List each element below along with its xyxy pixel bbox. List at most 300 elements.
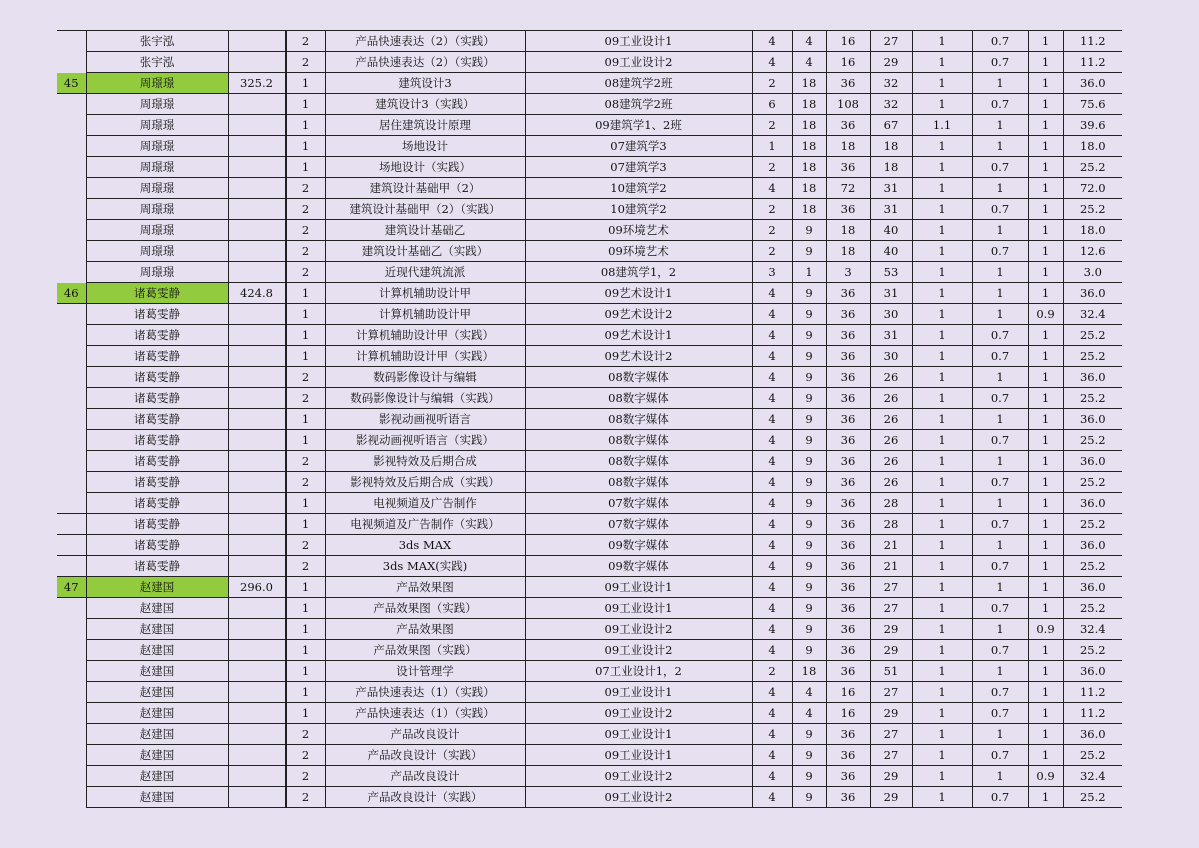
factor3-cell: 0.9 bbox=[1028, 304, 1063, 325]
index-cell bbox=[57, 514, 86, 535]
workload-cell: 36.0 bbox=[1063, 73, 1122, 94]
factor2-cell: 0.7 bbox=[972, 430, 1028, 451]
term-cell: 2 bbox=[286, 220, 325, 241]
factor3-cell: 1 bbox=[1028, 409, 1063, 430]
class-cell: 07建筑学3 bbox=[525, 157, 752, 178]
course-cell: 近现代建筑流派 bbox=[325, 262, 525, 283]
index-cell bbox=[57, 493, 86, 514]
factor1-cell: 1 bbox=[912, 787, 972, 808]
term-cell: 2 bbox=[286, 262, 325, 283]
weeks-cell: 9 bbox=[792, 325, 826, 346]
course-cell: 建筑设计3（实践） bbox=[325, 94, 525, 115]
table-row bbox=[57, 598, 1122, 619]
index-cell bbox=[57, 115, 86, 136]
weeks-cell: 18 bbox=[792, 136, 826, 157]
workload-table bbox=[57, 30, 1122, 808]
class-cell: 09工业设计2 bbox=[525, 52, 752, 73]
factor1-cell: 1 bbox=[912, 661, 972, 682]
term-cell: 2 bbox=[286, 367, 325, 388]
teacher-name-cell: 赵建国 bbox=[86, 661, 228, 682]
credit-cell: 4 bbox=[752, 724, 792, 745]
teacher-name-cell: 赵建国 bbox=[86, 703, 228, 724]
factor2-cell: 0.7 bbox=[972, 94, 1028, 115]
term-cell: 2 bbox=[286, 241, 325, 262]
credit-cell: 4 bbox=[752, 304, 792, 325]
factor1-cell: 1 bbox=[912, 409, 972, 430]
hours-cell: 36 bbox=[826, 598, 870, 619]
workload-cell: 36.0 bbox=[1063, 283, 1122, 304]
students-cell: 26 bbox=[870, 367, 912, 388]
teacher-name-cell: 诸葛雯静 bbox=[86, 493, 228, 514]
course-cell: 产品快速表达（2）（实践） bbox=[325, 31, 525, 52]
teacher-name-cell: 赵建国 bbox=[86, 724, 228, 745]
term-cell: 2 bbox=[286, 199, 325, 220]
factor2-cell: 0.7 bbox=[972, 472, 1028, 493]
weeks-cell: 9 bbox=[792, 409, 826, 430]
workload-cell: 25.2 bbox=[1063, 472, 1122, 493]
students-cell: 26 bbox=[870, 409, 912, 430]
weeks-cell: 9 bbox=[792, 766, 826, 787]
students-cell: 28 bbox=[870, 514, 912, 535]
students-cell: 29 bbox=[870, 640, 912, 661]
factor3-cell: 1 bbox=[1028, 52, 1063, 73]
total-workload-cell bbox=[228, 157, 285, 178]
table-row bbox=[57, 535, 1122, 556]
class-cell: 07数字媒体 bbox=[525, 514, 752, 535]
credit-cell: 4 bbox=[752, 451, 792, 472]
index-cell: 46 bbox=[57, 283, 86, 304]
factor1-cell: 1 bbox=[912, 52, 972, 73]
table-row bbox=[57, 115, 1122, 136]
course-cell: 产品改良设计（实践） bbox=[325, 745, 525, 766]
weeks-cell: 18 bbox=[792, 157, 826, 178]
table-row bbox=[57, 682, 1122, 703]
factor2-cell: 0.7 bbox=[972, 241, 1028, 262]
students-cell: 27 bbox=[870, 745, 912, 766]
term-cell: 1 bbox=[286, 661, 325, 682]
course-cell: 产品效果图 bbox=[325, 619, 525, 640]
factor1-cell: 1 bbox=[912, 178, 972, 199]
index-cell bbox=[57, 136, 86, 157]
factor2-cell: 1 bbox=[972, 535, 1028, 556]
total-workload-cell bbox=[228, 661, 285, 682]
teacher-name-cell: 赵建国 bbox=[86, 787, 228, 808]
credit-cell: 4 bbox=[752, 493, 792, 514]
students-cell: 29 bbox=[870, 619, 912, 640]
weeks-cell: 9 bbox=[792, 577, 826, 598]
course-cell: 数码影像设计与编辑（实践） bbox=[325, 388, 525, 409]
hours-cell: 36 bbox=[826, 157, 870, 178]
class-cell: 08数字媒体 bbox=[525, 409, 752, 430]
index-cell bbox=[57, 94, 86, 115]
factor1-cell: 1 bbox=[912, 262, 972, 283]
credit-cell: 4 bbox=[752, 178, 792, 199]
weeks-cell: 9 bbox=[792, 304, 826, 325]
factor1-cell: 1 bbox=[912, 493, 972, 514]
term-cell: 2 bbox=[286, 472, 325, 493]
total-workload-cell bbox=[228, 52, 285, 73]
class-cell: 08建筑学2班 bbox=[525, 94, 752, 115]
factor1-cell: 1 bbox=[912, 220, 972, 241]
class-cell: 09工业设计2 bbox=[525, 766, 752, 787]
teacher-name-cell: 诸葛雯静 bbox=[86, 409, 228, 430]
factor3-cell: 1 bbox=[1028, 346, 1063, 367]
class-cell: 07工业设计1，2 bbox=[525, 661, 752, 682]
hours-cell: 36 bbox=[826, 514, 870, 535]
course-cell: 计算机辅助设计甲 bbox=[325, 283, 525, 304]
course-cell: 建筑设计基础甲（2） bbox=[325, 178, 525, 199]
weeks-cell: 9 bbox=[792, 430, 826, 451]
factor2-cell: 1 bbox=[972, 115, 1028, 136]
weeks-cell: 9 bbox=[792, 535, 826, 556]
weeks-cell: 9 bbox=[792, 514, 826, 535]
factor1-cell: 1 bbox=[912, 514, 972, 535]
credit-cell: 4 bbox=[752, 283, 792, 304]
factor2-cell: 1 bbox=[972, 451, 1028, 472]
term-cell: 1 bbox=[286, 619, 325, 640]
factor3-cell: 1 bbox=[1028, 430, 1063, 451]
credit-cell: 2 bbox=[752, 73, 792, 94]
credit-cell: 4 bbox=[752, 430, 792, 451]
term-cell: 1 bbox=[286, 115, 325, 136]
course-cell: 产品快速表达（1）（实践） bbox=[325, 703, 525, 724]
index-cell bbox=[57, 325, 86, 346]
course-cell: 计算机辅助设计甲（实践） bbox=[325, 346, 525, 367]
class-cell: 09工业设计1 bbox=[525, 577, 752, 598]
table-row bbox=[57, 619, 1122, 640]
total-workload-cell bbox=[228, 766, 285, 787]
factor3-cell: 1 bbox=[1028, 325, 1063, 346]
factor1-cell: 1 bbox=[912, 745, 972, 766]
credit-cell: 4 bbox=[752, 577, 792, 598]
index-cell bbox=[57, 199, 86, 220]
factor2-cell: 1 bbox=[972, 73, 1028, 94]
factor3-cell: 1 bbox=[1028, 73, 1063, 94]
credit-cell: 4 bbox=[752, 682, 792, 703]
teacher-name-cell: 诸葛雯静 bbox=[86, 367, 228, 388]
factor1-cell: 1 bbox=[912, 157, 972, 178]
credit-cell: 4 bbox=[752, 535, 792, 556]
students-cell: 26 bbox=[870, 388, 912, 409]
hours-cell: 36 bbox=[826, 346, 870, 367]
students-cell: 53 bbox=[870, 262, 912, 283]
weeks-cell: 9 bbox=[792, 640, 826, 661]
teacher-name-cell: 周璟璟 bbox=[86, 136, 228, 157]
table-row bbox=[57, 262, 1122, 283]
factor3-cell: 1 bbox=[1028, 367, 1063, 388]
hours-cell: 36 bbox=[826, 745, 870, 766]
factor2-cell: 0.7 bbox=[972, 52, 1028, 73]
index-cell bbox=[57, 304, 86, 325]
term-cell: 1 bbox=[286, 346, 325, 367]
index-cell bbox=[57, 388, 86, 409]
factor1-cell: 1 bbox=[912, 430, 972, 451]
workload-cell: 36.0 bbox=[1063, 535, 1122, 556]
weeks-cell: 9 bbox=[792, 220, 826, 241]
students-cell: 29 bbox=[870, 52, 912, 73]
factor2-cell: 1 bbox=[972, 283, 1028, 304]
factor1-cell: 1 bbox=[912, 346, 972, 367]
teacher-name-cell: 周璟璟 bbox=[86, 262, 228, 283]
weeks-cell: 9 bbox=[792, 367, 826, 388]
class-cell: 09工业设计1 bbox=[525, 745, 752, 766]
teacher-name-cell: 诸葛雯静 bbox=[86, 304, 228, 325]
teacher-name-cell: 诸葛雯静 bbox=[86, 451, 228, 472]
table-row bbox=[57, 283, 1122, 304]
weeks-cell: 18 bbox=[792, 115, 826, 136]
course-cell: 影视特效及后期合成 bbox=[325, 451, 525, 472]
class-cell: 07数字媒体 bbox=[525, 493, 752, 514]
factor3-cell: 1 bbox=[1028, 577, 1063, 598]
hours-cell: 36 bbox=[826, 766, 870, 787]
students-cell: 40 bbox=[870, 241, 912, 262]
total-workload-cell bbox=[228, 409, 285, 430]
class-cell: 09环境艺术 bbox=[525, 241, 752, 262]
table-row bbox=[57, 556, 1122, 577]
course-cell: 产品改良设计 bbox=[325, 724, 525, 745]
workload-cell: 11.2 bbox=[1063, 703, 1122, 724]
class-cell: 09艺术设计2 bbox=[525, 304, 752, 325]
total-workload-cell bbox=[228, 241, 285, 262]
term-cell: 1 bbox=[286, 283, 325, 304]
teacher-name-cell: 周璟璟 bbox=[86, 220, 228, 241]
factor3-cell: 1 bbox=[1028, 283, 1063, 304]
teacher-name-cell: 周璟璟 bbox=[86, 115, 228, 136]
class-cell: 09工业设计2 bbox=[525, 787, 752, 808]
teacher-name-cell: 周璟璟 bbox=[86, 241, 228, 262]
course-cell: 数码影像设计与编辑 bbox=[325, 367, 525, 388]
credit-cell: 4 bbox=[752, 31, 792, 52]
workload-cell: 11.2 bbox=[1063, 682, 1122, 703]
factor2-cell: 1 bbox=[972, 577, 1028, 598]
course-cell: 建筑设计基础甲（2）（实践） bbox=[325, 199, 525, 220]
factor3-cell: 1 bbox=[1028, 472, 1063, 493]
table-row bbox=[57, 241, 1122, 262]
total-workload-cell bbox=[228, 787, 285, 808]
teacher-name-cell: 周璟璟 bbox=[86, 73, 228, 94]
students-cell: 28 bbox=[870, 493, 912, 514]
hours-cell: 36 bbox=[826, 787, 870, 808]
table-row bbox=[57, 388, 1122, 409]
term-cell: 1 bbox=[286, 640, 325, 661]
credit-cell: 4 bbox=[752, 346, 792, 367]
total-workload-cell: 325.2 bbox=[228, 73, 285, 94]
total-workload-cell bbox=[228, 304, 285, 325]
hours-cell: 36 bbox=[826, 388, 870, 409]
class-cell: 09数字媒体 bbox=[525, 535, 752, 556]
table-row bbox=[57, 304, 1122, 325]
hours-cell: 108 bbox=[826, 94, 870, 115]
factor3-cell: 0.9 bbox=[1028, 766, 1063, 787]
factor1-cell: 1 bbox=[912, 640, 972, 661]
factor1-cell: 1 bbox=[912, 304, 972, 325]
credit-cell: 4 bbox=[752, 472, 792, 493]
students-cell: 32 bbox=[870, 94, 912, 115]
students-cell: 21 bbox=[870, 556, 912, 577]
workload-cell: 72.0 bbox=[1063, 178, 1122, 199]
factor2-cell: 0.7 bbox=[972, 31, 1028, 52]
index-cell bbox=[57, 241, 86, 262]
class-cell: 09艺术设计1 bbox=[525, 283, 752, 304]
credit-cell: 4 bbox=[752, 745, 792, 766]
teacher-name-cell: 赵建国 bbox=[86, 619, 228, 640]
weeks-cell: 18 bbox=[792, 661, 826, 682]
hours-cell: 16 bbox=[826, 682, 870, 703]
credit-cell: 4 bbox=[752, 598, 792, 619]
total-workload-cell bbox=[228, 472, 285, 493]
factor2-cell: 1 bbox=[972, 220, 1028, 241]
workload-cell: 39.6 bbox=[1063, 115, 1122, 136]
students-cell: 31 bbox=[870, 199, 912, 220]
table-row bbox=[57, 367, 1122, 388]
hours-cell: 18 bbox=[826, 136, 870, 157]
hours-cell: 36 bbox=[826, 430, 870, 451]
factor3-cell: 1 bbox=[1028, 535, 1063, 556]
table-row bbox=[57, 157, 1122, 178]
workload-cell: 11.2 bbox=[1063, 52, 1122, 73]
index-cell bbox=[57, 724, 86, 745]
factor1-cell: 1 bbox=[912, 451, 972, 472]
course-cell: 影视动画视听语言 bbox=[325, 409, 525, 430]
hours-cell: 16 bbox=[826, 52, 870, 73]
workload-cell: 18.0 bbox=[1063, 136, 1122, 157]
class-cell: 09工业设计2 bbox=[525, 703, 752, 724]
class-cell: 07建筑学3 bbox=[525, 136, 752, 157]
total-workload-cell bbox=[228, 619, 285, 640]
factor3-cell: 1 bbox=[1028, 31, 1063, 52]
factor1-cell: 1 bbox=[912, 136, 972, 157]
hours-cell: 36 bbox=[826, 724, 870, 745]
total-workload-cell bbox=[228, 514, 285, 535]
factor3-cell: 1 bbox=[1028, 241, 1063, 262]
class-cell: 08数字媒体 bbox=[525, 451, 752, 472]
hours-cell: 16 bbox=[826, 31, 870, 52]
students-cell: 27 bbox=[870, 31, 912, 52]
weeks-cell: 9 bbox=[792, 346, 826, 367]
index-cell bbox=[57, 472, 86, 493]
workload-cell: 25.2 bbox=[1063, 157, 1122, 178]
teacher-name-cell: 赵建国 bbox=[86, 577, 228, 598]
weeks-cell: 9 bbox=[792, 598, 826, 619]
hours-cell: 36 bbox=[826, 199, 870, 220]
table-row bbox=[57, 745, 1122, 766]
workload-cell: 25.2 bbox=[1063, 514, 1122, 535]
factor2-cell: 0.7 bbox=[972, 682, 1028, 703]
weeks-cell: 18 bbox=[792, 73, 826, 94]
factor3-cell: 1 bbox=[1028, 682, 1063, 703]
factor2-cell: 1 bbox=[972, 661, 1028, 682]
factor2-cell: 0.7 bbox=[972, 598, 1028, 619]
total-workload-cell bbox=[228, 493, 285, 514]
credit-cell: 4 bbox=[752, 640, 792, 661]
total-workload-cell bbox=[228, 556, 285, 577]
table-row bbox=[57, 724, 1122, 745]
hours-cell: 36 bbox=[826, 409, 870, 430]
class-cell: 09工业设计1 bbox=[525, 682, 752, 703]
class-cell: 08数字媒体 bbox=[525, 430, 752, 451]
hours-cell: 16 bbox=[826, 703, 870, 724]
workload-cell: 32.4 bbox=[1063, 766, 1122, 787]
weeks-cell: 9 bbox=[792, 241, 826, 262]
factor3-cell: 1 bbox=[1028, 220, 1063, 241]
term-cell: 2 bbox=[286, 178, 325, 199]
table-row bbox=[57, 346, 1122, 367]
students-cell: 18 bbox=[870, 157, 912, 178]
factor2-cell: 0.7 bbox=[972, 787, 1028, 808]
term-cell: 1 bbox=[286, 325, 325, 346]
factor1-cell: 1 bbox=[912, 73, 972, 94]
table-row bbox=[57, 514, 1122, 535]
factor1-cell: 1 bbox=[912, 724, 972, 745]
term-cell: 1 bbox=[286, 514, 325, 535]
teacher-name-cell: 赵建国 bbox=[86, 682, 228, 703]
factor1-cell: 1 bbox=[912, 556, 972, 577]
class-cell: 08数字媒体 bbox=[525, 367, 752, 388]
factor1-cell: 1 bbox=[912, 199, 972, 220]
hours-cell: 36 bbox=[826, 115, 870, 136]
index-cell bbox=[57, 367, 86, 388]
credit-cell: 2 bbox=[752, 115, 792, 136]
course-cell: 产品效果图（实践） bbox=[325, 598, 525, 619]
table-row bbox=[57, 409, 1122, 430]
table-row bbox=[57, 31, 1122, 52]
factor1-cell: 1 bbox=[912, 682, 972, 703]
workload-cell: 32.4 bbox=[1063, 619, 1122, 640]
course-cell: 建筑设计基础乙 bbox=[325, 220, 525, 241]
hours-cell: 36 bbox=[826, 283, 870, 304]
teacher-name-cell: 张宇泓 bbox=[86, 31, 228, 52]
hours-cell: 36 bbox=[826, 451, 870, 472]
course-cell: 产品效果图（实践） bbox=[325, 640, 525, 661]
class-cell: 08建筑学2班 bbox=[525, 73, 752, 94]
class-cell: 09工业设计1 bbox=[525, 31, 752, 52]
workload-cell: 36.0 bbox=[1063, 577, 1122, 598]
factor2-cell: 1 bbox=[972, 409, 1028, 430]
total-workload-cell bbox=[228, 262, 285, 283]
weeks-cell: 4 bbox=[792, 52, 826, 73]
teacher-name-cell: 赵建国 bbox=[86, 640, 228, 661]
term-cell: 1 bbox=[286, 598, 325, 619]
weeks-cell: 4 bbox=[792, 703, 826, 724]
course-cell: 设计管理学 bbox=[325, 661, 525, 682]
students-cell: 32 bbox=[870, 73, 912, 94]
index-cell bbox=[57, 556, 86, 577]
index-cell bbox=[57, 178, 86, 199]
factor1-cell: 1 bbox=[912, 577, 972, 598]
factor1-cell: 1 bbox=[912, 94, 972, 115]
workload-cell: 11.2 bbox=[1063, 31, 1122, 52]
students-cell: 26 bbox=[870, 472, 912, 493]
teacher-name-cell: 诸葛雯静 bbox=[86, 472, 228, 493]
workload-cell: 36.0 bbox=[1063, 661, 1122, 682]
workload-cell: 36.0 bbox=[1063, 367, 1122, 388]
weeks-cell: 9 bbox=[792, 787, 826, 808]
workload-cell: 25.2 bbox=[1063, 556, 1122, 577]
workload-cell: 25.2 bbox=[1063, 745, 1122, 766]
table-row bbox=[57, 178, 1122, 199]
factor3-cell: 1 bbox=[1028, 703, 1063, 724]
term-cell: 2 bbox=[286, 766, 325, 787]
course-cell: 计算机辅助设计甲 bbox=[325, 304, 525, 325]
total-workload-cell bbox=[228, 388, 285, 409]
term-cell: 1 bbox=[286, 304, 325, 325]
index-cell bbox=[57, 703, 86, 724]
credit-cell: 4 bbox=[752, 367, 792, 388]
index-cell: 45 bbox=[57, 73, 86, 94]
students-cell: 30 bbox=[870, 304, 912, 325]
teacher-name-cell: 诸葛雯静 bbox=[86, 283, 228, 304]
class-cell: 10建筑学2 bbox=[525, 178, 752, 199]
